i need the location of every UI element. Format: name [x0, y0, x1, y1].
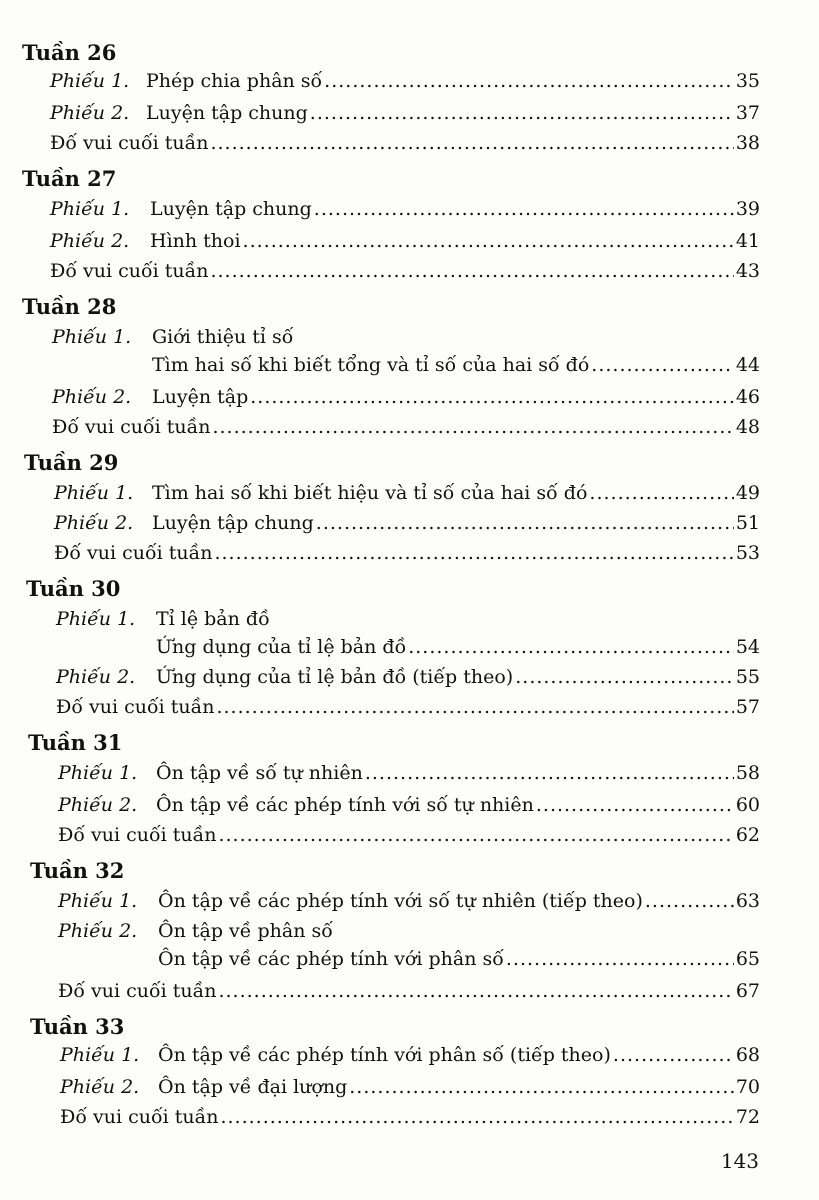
week-heading: Tuần 26 — [22, 40, 117, 65]
toc-entry[interactable] — [156, 664, 760, 690]
entry-page: 72 — [735, 1106, 760, 1128]
toc-entry[interactable] — [158, 888, 760, 914]
entry-label: Phiếu 2. — [60, 1076, 140, 1098]
week-heading: Tuần 29 — [24, 450, 119, 475]
entry-title: Tìm hai số khi biết hiệu và tỉ số của hai số đó — [152, 482, 588, 504]
entry-title: Luyện tập chung — [146, 102, 308, 124]
entry-label-row — [50, 68, 129, 94]
dot-leader — [214, 540, 733, 566]
week-heading: Tuần 28 — [22, 294, 117, 319]
entry-label: Phiếu 2. — [52, 386, 132, 408]
entry-title[interactable]: Tỉ lệ bản đồ — [156, 608, 270, 630]
toc-entry[interactable] — [152, 352, 760, 378]
entry-page: 63 — [735, 890, 760, 912]
entry-page: 54 — [735, 636, 760, 658]
entry-page: 65 — [735, 948, 760, 970]
entry-title: Ứng dụng của tỉ lệ bản đồ (tiếp theo) — [156, 666, 514, 688]
entry-title: Ôn tập về các phép tính với phân số (tiếp theo) — [158, 1044, 611, 1066]
entry-continuation: Tìm hai số khi biết tổng và tỉ số của hai số đó — [152, 354, 590, 376]
entry-title: Đố vui cuối tuần — [54, 542, 213, 564]
entry-page: 37 — [735, 102, 760, 124]
entry-title: Đố vui cuối tuần — [50, 132, 209, 154]
entry-label: Phiếu 2. — [50, 230, 130, 252]
entry-page: 43 — [735, 260, 760, 282]
entry-title: Đố vui cuối tuần — [60, 1106, 219, 1128]
entry-page: 41 — [735, 230, 760, 252]
toc-entry[interactable] — [150, 228, 760, 254]
entry-page: 38 — [735, 132, 760, 154]
dot-leader — [536, 792, 734, 818]
entry-title: Đố vui cuối tuần — [50, 260, 209, 282]
dot-leader — [515, 664, 734, 690]
dot-leader — [220, 1104, 733, 1130]
entry-page: 55 — [735, 666, 760, 688]
entry-label-row — [56, 606, 135, 632]
entry-label: Phiếu 1. — [60, 1044, 140, 1066]
dot-leader — [216, 694, 733, 720]
entry-label: Phiếu 2. — [56, 666, 136, 688]
entry-page: 57 — [735, 696, 760, 718]
toc-entry[interactable] — [56, 694, 760, 720]
entry-title[interactable]: Ôn tập về phân số — [158, 920, 333, 942]
entry-label-row — [52, 324, 131, 350]
entry-title: Luyện tập — [152, 386, 249, 408]
entry-page: 62 — [735, 824, 760, 846]
dot-leader — [408, 634, 734, 660]
entry-page: 58 — [735, 762, 760, 784]
entry-label-row — [54, 480, 133, 506]
entry-label-row — [50, 100, 129, 126]
entry-label-row — [52, 384, 131, 410]
dot-leader — [218, 978, 733, 1004]
entry-label-row — [58, 760, 137, 786]
entry-label-row — [58, 888, 137, 914]
toc-entry[interactable] — [50, 258, 760, 284]
entry-label-row — [58, 918, 137, 944]
toc-entry[interactable] — [156, 792, 760, 818]
entry-label: Phiếu 2. — [58, 920, 138, 942]
dot-leader — [210, 130, 733, 156]
week-heading: Tuần 27 — [22, 166, 117, 191]
toc-entry[interactable] — [156, 760, 760, 786]
entry-label-row — [50, 196, 129, 222]
entry-continuation: Ôn tập về các phép tính với phân số — [158, 948, 504, 970]
entry-label: Phiếu 1. — [50, 70, 130, 92]
entry-title: Ôn tập về số tự nhiên — [156, 762, 363, 784]
entry-label: Phiếu 2. — [50, 102, 130, 124]
dot-leader — [218, 822, 733, 848]
dot-leader — [314, 196, 734, 222]
toc-entry[interactable] — [152, 510, 760, 536]
entry-page: 68 — [735, 1044, 760, 1066]
entry-label: Phiếu 1. — [52, 326, 132, 348]
dot-leader — [645, 888, 734, 914]
entry-page: 49 — [735, 482, 760, 504]
entry-label: Phiếu 1. — [50, 198, 130, 220]
dot-leader — [310, 100, 734, 126]
entry-page: 39 — [735, 198, 760, 220]
entry-title: Ôn tập về đại lượng — [158, 1076, 348, 1098]
toc-entry[interactable] — [58, 822, 760, 848]
dot-leader — [324, 68, 734, 94]
entry-title: Hình thoi — [150, 230, 241, 252]
entry-page: 60 — [735, 794, 760, 816]
page-number: 143 — [720, 1149, 759, 1173]
entry-page: 53 — [735, 542, 760, 564]
toc-entry[interactable] — [50, 130, 760, 156]
entry-title: Đố vui cuối tuần — [56, 696, 215, 718]
toc-entry[interactable] — [152, 384, 760, 410]
entry-page: 46 — [735, 386, 760, 408]
entry-label: Phiếu 2. — [58, 794, 138, 816]
entry-continuation: Ứng dụng của tỉ lệ bản đồ — [156, 636, 407, 658]
dot-leader — [212, 414, 733, 440]
dot-leader — [589, 480, 733, 506]
toc-entry[interactable] — [146, 100, 760, 126]
entry-label-row — [56, 664, 135, 690]
entry-title: Đố vui cuối tuần — [58, 980, 217, 1002]
toc-entry[interactable] — [156, 634, 760, 660]
entry-label: Phiếu 1. — [58, 890, 138, 912]
dot-leader — [250, 384, 734, 410]
entry-page: 44 — [735, 354, 760, 376]
entry-label: Phiếu 1. — [58, 762, 138, 784]
entry-label: Phiếu 1. — [56, 608, 136, 630]
week-heading: Tuần 33 — [30, 1014, 125, 1039]
dot-leader — [365, 760, 734, 786]
entry-title: Luyện tập chung — [150, 198, 312, 220]
dot-leader — [349, 1074, 734, 1100]
entry-page: 35 — [735, 70, 760, 92]
toc-entry[interactable] — [146, 68, 760, 94]
entry-page: 70 — [735, 1076, 760, 1098]
week-heading: Tuần 32 — [30, 858, 125, 883]
dot-leader — [316, 510, 734, 536]
week-heading: Tuần 30 — [26, 576, 121, 601]
entry-title: Đố vui cuối tuần — [58, 824, 217, 846]
toc-entry[interactable] — [152, 480, 760, 506]
entry-title[interactable]: Giới thiệu tỉ số — [152, 326, 294, 348]
entry-title: Phép chia phân số — [146, 70, 323, 92]
entry-label-row — [58, 792, 137, 818]
toc-entry[interactable] — [60, 1104, 760, 1130]
toc-entry[interactable] — [158, 1042, 760, 1068]
toc-entry[interactable] — [58, 978, 760, 1004]
toc-entry[interactable] — [158, 1074, 760, 1100]
entry-label-row — [50, 228, 129, 254]
toc-entry[interactable] — [158, 946, 760, 972]
entry-label: Phiếu 1. — [54, 482, 134, 504]
entry-title: Đố vui cuối tuần — [52, 416, 211, 438]
dot-leader — [613, 1042, 734, 1068]
entry-label-row — [60, 1074, 139, 1100]
toc-entry[interactable] — [150, 196, 760, 222]
toc-entry[interactable] — [54, 540, 760, 566]
entry-title: Luyện tập chung — [152, 512, 314, 534]
entry-page: 67 — [735, 980, 760, 1002]
week-heading: Tuần 31 — [28, 730, 123, 755]
dot-leader — [591, 352, 734, 378]
entry-label-row — [60, 1042, 139, 1068]
dot-leader — [210, 258, 733, 284]
entry-label-row — [54, 510, 133, 536]
dot-leader — [506, 946, 734, 972]
toc-entry[interactable] — [52, 414, 760, 440]
dot-leader — [243, 228, 734, 254]
entry-label: Phiếu 2. — [54, 512, 134, 534]
entry-title: Ôn tập về các phép tính với số tự nhiên — [156, 794, 534, 816]
entry-title: Ôn tập về các phép tính với số tự nhiên (tiếp theo) — [158, 890, 643, 912]
entry-page: 48 — [735, 416, 760, 438]
entry-page: 51 — [735, 512, 760, 534]
